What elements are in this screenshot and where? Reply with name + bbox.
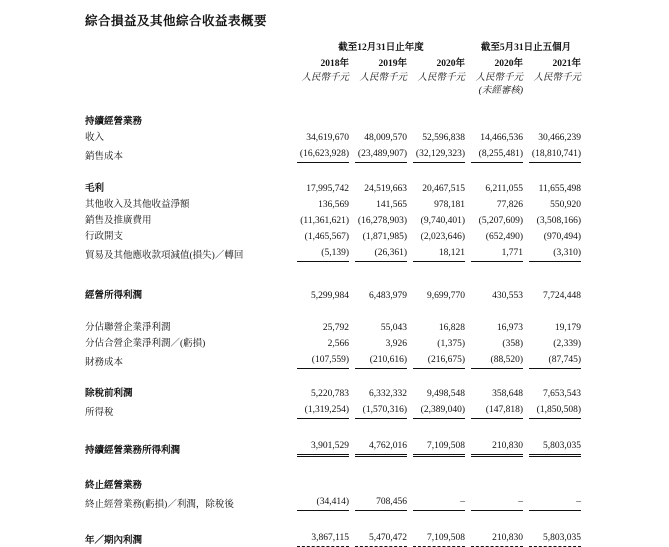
spacer [85,262,581,286]
cell-value: 978,181 [434,200,465,211]
cell-value: (1,465,567) [304,232,349,243]
cell-value: 16,828 [438,323,465,334]
unit-label: 人民幣千元 [533,73,581,84]
table-row [85,179,581,195]
unit-label: 人民幣千元 [359,73,407,84]
cell-value: 5,299,984 [311,291,349,302]
cell-value: 25,792 [322,323,349,334]
table-row [85,144,581,163]
financial-table [79,38,587,547]
year-header: 2020年 [494,59,523,70]
spacer-row [85,419,581,436]
cell-value: (2,023,646) [420,232,465,243]
table-row [85,436,581,457]
table-row [85,195,581,211]
cell-value: 136,569 [318,200,349,211]
cell-value: 30,466,239 [538,133,581,144]
cell-value: 1,771 [471,243,523,262]
section-header-row [85,112,581,128]
empty-cell [413,84,465,97]
cell-value: (18,810,741) [529,144,581,163]
cell-value: (2,339) [553,339,581,350]
cell-value: 358,648 [492,389,523,400]
cell-value: – [413,492,465,511]
cell-value: (5,139) [297,243,349,262]
spacer [85,419,581,436]
cell-value: (1,319,254) [297,400,349,419]
cell-value [529,112,581,128]
year-header: 2020年 [436,59,465,70]
cell-value: (23,489,907) [355,144,407,163]
cell-value: (16,278,903) [357,216,407,227]
cell-value [413,112,465,128]
cell-value: 77,826 [496,200,523,211]
row-label: 年／期內利潤 [85,536,143,547]
cell-value: 141,565 [376,200,407,211]
cell-value: 550,920 [550,200,581,211]
cell-value: 16,973 [496,323,523,334]
unit-label: 人民幣千元 [475,73,523,84]
empty-cell [85,70,291,84]
cell-value: 210,830 [471,528,523,547]
row-label: 貿易及其他應收款項減值(損失)／轉回 [85,251,244,262]
cell-value: (88,520) [471,350,523,369]
empty-cell [529,84,581,97]
spacer [85,163,581,179]
row-label: 其他收入及其他收益淨額 [85,200,190,211]
cell-value: – [471,492,523,511]
table-row [85,286,581,302]
cell-value [355,476,407,492]
cell-value: 3,867,115 [297,528,349,547]
year-header-row [85,54,581,70]
spacer [85,97,581,112]
cell-value: (8,255,481) [471,144,523,163]
cell-value: 9,699,770 [427,291,465,302]
row-label: 銷售及推廣費用 [85,216,152,227]
cell-value [297,112,349,128]
cell-value: (2,389,040) [413,400,465,419]
table-row [85,350,581,369]
row-label: 經營所得利潤 [85,291,143,302]
year-header: 2018年 [320,59,349,70]
row-label: 毛利 [85,184,105,195]
cell-value: (210,616) [355,350,407,369]
row-label: 除稅前利潤 [85,389,133,400]
cell-value: (1,850,508) [529,400,581,419]
section-header-row [85,476,581,492]
cell-value: (1,570,316) [355,400,407,419]
cell-value: (34,414) [297,492,349,511]
unaudited-note-row [85,84,581,97]
cell-value: (11,361,621) [300,216,349,227]
cell-value [471,112,523,128]
spacer-row [85,302,581,318]
cell-value: 14,466,536 [480,133,523,144]
spacer [85,511,581,528]
year-header: 2019年 [378,59,407,70]
cell-value [355,112,407,128]
spacer-row [85,457,581,476]
period-group-annual: 截至12月31日止年度 [338,43,424,54]
cell-value: 24,519,663 [364,184,407,195]
cell-value: 7,109,508 [413,436,465,457]
cell-value: (652,490) [485,232,523,243]
cell-value: (16,623,928) [297,144,349,163]
cell-value [529,476,581,492]
cell-value: 11,655,498 [538,184,581,195]
cell-value [413,476,465,492]
cell-value: (358) [502,339,523,350]
cell-value: 55,043 [380,323,407,334]
spacer [85,457,581,476]
row-label: 財務成本 [85,358,124,369]
table-row [85,128,581,144]
cell-value: 19,179 [554,323,581,334]
cell-value: 3,926 [385,339,407,350]
cell-value: 7,653,543 [543,389,581,400]
table-row [85,334,581,350]
row-label: 持續經營業務所得利潤 [85,446,181,457]
unit-label: 人民幣千元 [417,73,465,84]
period-group-row [85,38,581,54]
spacer-row [85,97,581,112]
cell-value: (147,818) [471,400,523,419]
table-body [85,97,581,547]
cell-value: 6,211,055 [485,184,523,195]
spacer-row [85,262,581,286]
row-label: 所得稅 [85,408,114,419]
row-label: 分佔聯營企業淨利潤 [85,323,171,334]
period-group-five-months: 截至5月31日止五個月 [480,43,572,54]
cell-value: 210,830 [471,436,523,457]
row-label: 分佔合營企業淨利潤／(虧損) [85,339,206,350]
cell-value: 5,803,035 [529,436,581,457]
empty-cell [297,84,349,97]
cell-value: 5,803,035 [529,528,581,547]
cell-value: 6,332,332 [369,389,407,400]
row-label: 持續經營業務 [85,117,143,128]
cell-value: 48,009,570 [364,133,407,144]
row-label: 銷售成本 [85,152,124,163]
table-row [85,528,581,547]
cell-value: (5,207,609) [478,216,523,227]
unaudited-note: (未經審核) [478,86,523,97]
row-label: 終止經營業務 [85,481,143,492]
page-title: 綜合損益及其他綜合收益表概要 [85,14,268,28]
cell-value: 2,566 [327,339,349,350]
cell-value: 6,483,979 [369,291,407,302]
cell-value: 5,220,783 [311,389,349,400]
table-row [85,243,581,262]
cell-value: (87,745) [529,350,581,369]
spacer-row [85,369,581,384]
row-label: 行政開支 [85,232,124,243]
cell-value: (1,871,985) [362,232,407,243]
cell-value: 7,109,508 [413,528,465,547]
cell-value: 18,121 [413,243,465,262]
spacer [85,369,581,384]
cell-value: 430,553 [492,291,523,302]
row-label: 終止經營業務(虧損)／利潤，除稅後 [85,500,234,511]
cell-value [297,476,349,492]
table-row [85,227,581,243]
cell-value: (970,494) [543,232,581,243]
cell-value: (26,361) [355,243,407,262]
spacer-row [85,163,581,179]
cell-value: 5,470,472 [355,528,407,547]
cell-value: 3,901,529 [297,436,349,457]
cell-value [471,476,523,492]
cell-value: (107,559) [297,350,349,369]
empty-cell [85,84,291,97]
empty-cell [355,84,407,97]
cell-value: – [529,492,581,511]
cell-value: (3,310) [529,243,581,262]
cell-value: 20,467,515 [422,184,465,195]
empty-cell [85,38,291,54]
cell-value: 9,498,548 [427,389,465,400]
cell-value: 7,724,448 [543,291,581,302]
table-row [85,211,581,227]
table-row [85,492,581,511]
unit-header-row [85,70,581,84]
table-row [85,400,581,419]
empty-cell [85,54,291,70]
cell-value: (32,129,323) [413,144,465,163]
row-label: 收入 [85,133,105,144]
cell-value: 52,596,838 [422,133,465,144]
cell-value: 17,995,742 [306,184,349,195]
cell-value: 708,456 [355,492,407,511]
cell-value: 34,619,670 [306,133,349,144]
table-row [85,318,581,334]
unit-label: 人民幣千元 [301,73,349,84]
cell-value: (9,740,401) [420,216,465,227]
spacer [85,302,581,318]
spacer-row [85,511,581,528]
cell-value: (1,375) [437,339,465,350]
cell-value: (3,508,166) [536,216,581,227]
cell-value: 4,762,016 [355,436,407,457]
cell-value: (216,675) [413,350,465,369]
table-row [85,384,581,400]
year-header: 2021年 [552,59,581,70]
